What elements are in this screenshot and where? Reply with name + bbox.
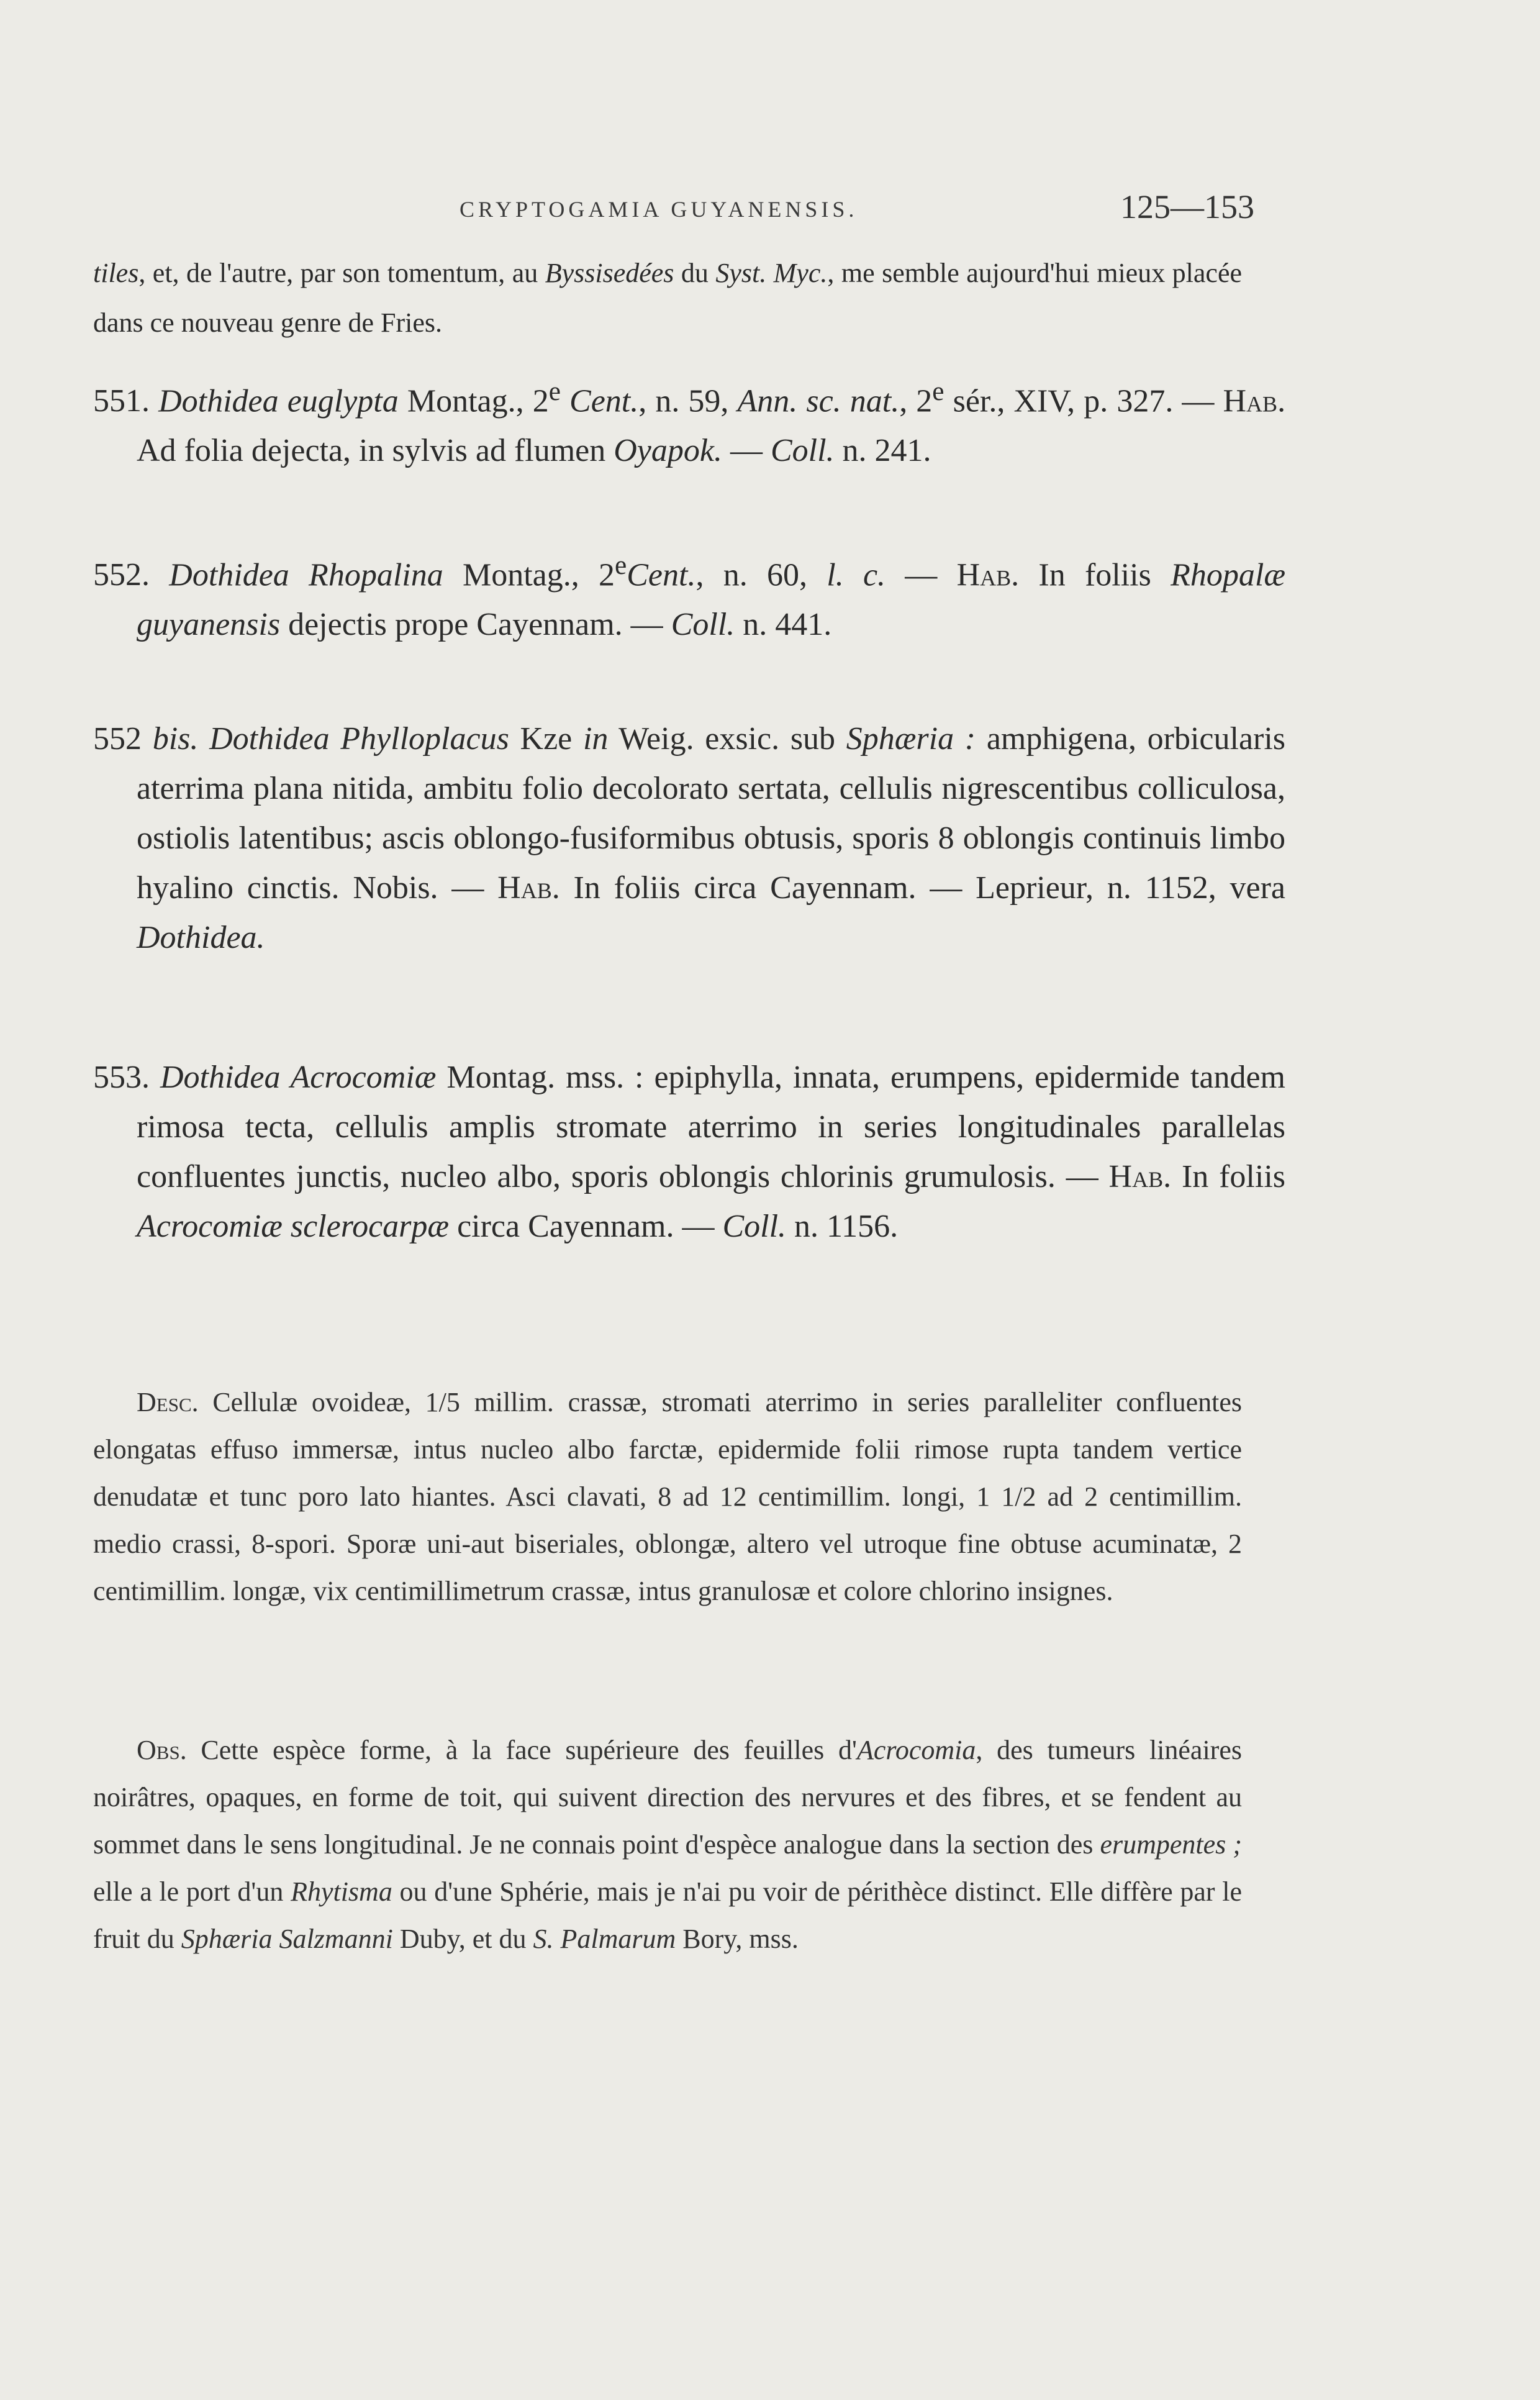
page-numbers: 125—153	[1120, 188, 1254, 225]
entry-553: 553. Dothidea Acrocomiæ Montag. mss. : epiphylla, innata, erumpens, epidermide tandem rimosa tecta, cellulis amplis stromate aterrimo in series longitudinales parallelas confluentes junctis, nucleo albo, sporis oblongis chlorinis grumulosis. — Hab. In foliis Acrocomiæ sclerocarpæ circa Cayennam. — Coll. n. 1156.	[93, 1060, 1286, 1244]
page-header	[87, 188, 1254, 231]
entry-551: 551. Dothidea euglypta Montag., 2e Cent., n. 59, Ann. sc. nat., 2e sér., XIV, p. 327. — Hab. Ad folia dejecta, in sylvis ad flumen Oyapok. — Coll. n. 241.	[93, 376, 1286, 469]
intro-paragraph: tiles, et, de l'autre, par son tomentum, au Byssisedées du Syst. Myc., me semble aujourd'hui mieux placée dans ce nouveau genre de Fries.	[93, 258, 1242, 338]
entry-552-bis: 552 bis. Dothidea Phylloplacus Kze in Weig. exsic. sub Sphæria : amphigena, orbicularis aterrima plana nitida, ambitu folio decolorato sertata, cellulis nigrescentibus colliculosa, ostiolis latentibus; ascis oblongo-fusiformibus obtusis, sporis 8 oblongis continuis limbo hyalino cinctis. Nobis. — Hab. In foliis circa Cayennam. — Leprieur, n. 1152, vera Dothidea.	[93, 721, 1286, 955]
entry-552: 552. Dothidea Rhopalina Montag., 2eCent., n. 60, l. c. — Hab. In foliis Rhopalæ guyanensis dejectis prope Cayennam. — Coll. n. 441.	[93, 550, 1286, 643]
observation-paragraph: Obs. Cette espèce forme, à la face supérieure des feuilles d'Acrocomia, des tumeurs linéaires noirâtres, opaques, en forme de toit, qui suivent direction des nervures et des fibres, et se fendent au sommet dans le sens longitudinal. Je ne connais point d'espèce analogue dans la section des erumpentes ; elle a le port d'un Rhytisma ou d'une Sphérie, mais je n'ai pu voir de périthèce distinct. Elle diffère par le fruit du Sphæria Salzmanni Duby, et du S. Palmarum Bory, mss.	[93, 1735, 1242, 1954]
running-title: CRYPTOGAMIA GUYANENSIS.	[460, 197, 858, 222]
description-paragraph: Desc. Cellulæ ovoideæ, 1/5 millim. crassæ, stromati aterrimo in series paralleliter confluentes elongatas effuso immersæ, intus nucleo albo farctæ, epidermide folii rimose rupta tandem vertice denudatæ et tunc poro lato hiantes. Asci clavati, 8 ad 12 centimillim. longi, 1 1/2 ad 2 centimillim. medio crassi, 8-spori. Sporæ uni-aut biseriales, oblongæ, altero vel utroque fine obtuse acuminatæ, 2 centimillim. longæ, vix centimillimetrum crassæ, intus granulosæ et colore chlorino insignes.	[93, 1387, 1242, 1606]
